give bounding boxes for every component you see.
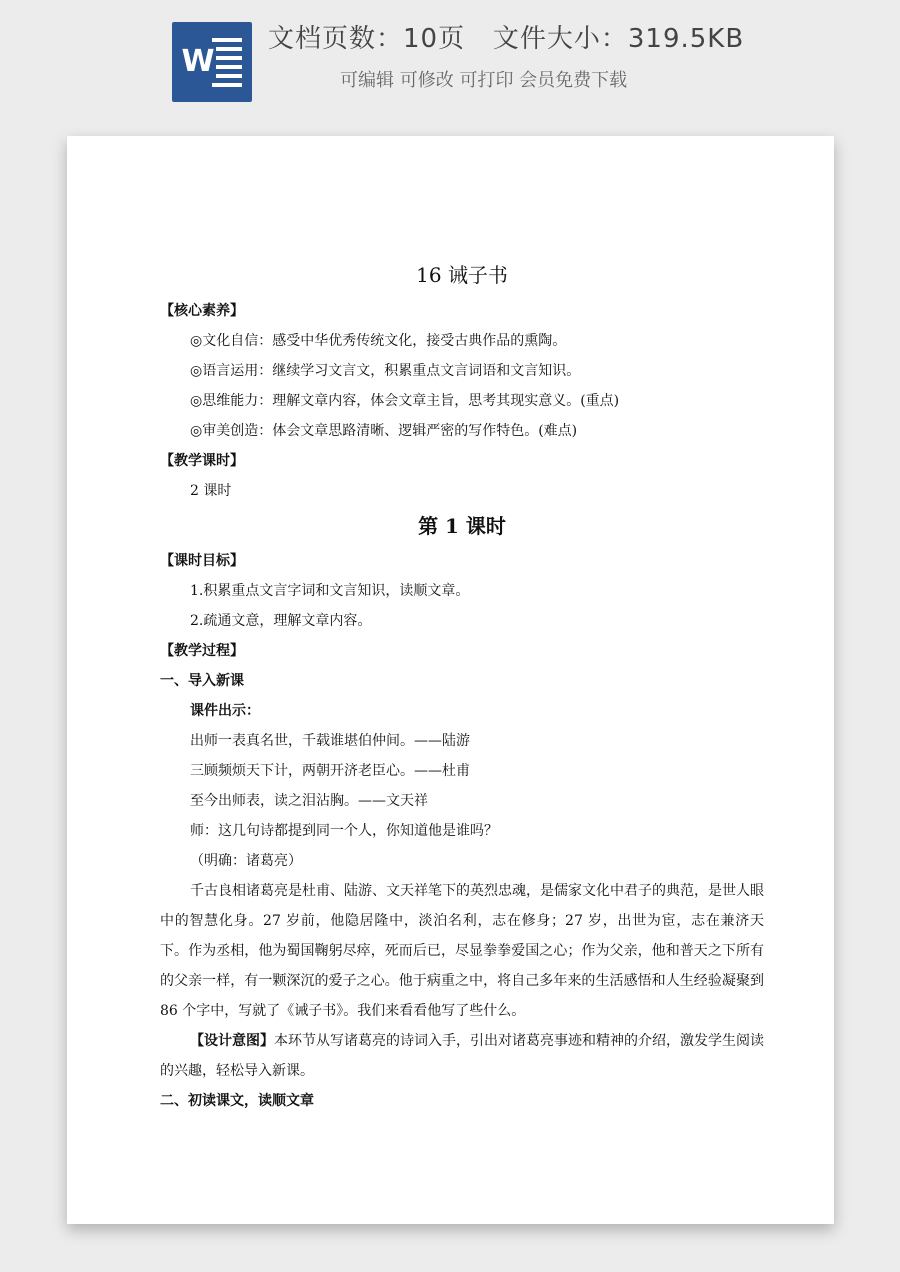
goal-item: 1.积累重点文言字词和文言知识，读顺文章。 (190, 583, 470, 599)
file-info-title: 文档页数：10页 文件大小：319.5KB (268, 24, 745, 54)
hours-heading: 【教学课时】 (160, 453, 244, 469)
process-heading: 【教学过程】 (160, 643, 244, 659)
hours-value: 2 课时 (190, 483, 232, 499)
poem-line: 三顾频烦天下计，两朝开济老臣心。——杜甫 (190, 763, 470, 779)
teacher-question: 师：这几句诗都提到同一个人，你知道他是谁吗？ (190, 823, 498, 839)
lesson-title: 第 1 课时 (418, 514, 506, 538)
design-intent-paragraph (160, 1026, 764, 1086)
core-item: ◎语言运用：继续学习文言文，积累重点文言词语和文言知识。 (190, 363, 581, 379)
text-lines-graphic (212, 38, 242, 92)
document-page (67, 136, 834, 1224)
answer-note: （明确：诸葛亮） (190, 853, 302, 869)
courseware-label: 课件出示： (190, 703, 260, 719)
intro-paragraph: 千古良相诸葛亮是杜甫、陆游、文天祥笔下的英烈忠魂，是儒家文化中君子的典范，是世人眼中的智慧化身。27 岁前，他隐居隆中，淡泊名利，志在修身；27 岁，出世为宦，志在兼济天下。作为丞相，他为蜀国鞠躬尽瘁，死而后已，尽显拳拳爱国之心；作为父亲，他和普天之下所有的父亲一样，有一颗深沉的爱子之心。他于病重之中，将自己多年来的生活感悟和人生经验凝聚到 86 个字中，写就了《诫子书》。我们来看看他写了些什么。 (160, 883, 764, 1019)
document-content (160, 254, 764, 1116)
section-heading: 二、初读课文，读顺文章 (160, 1093, 314, 1109)
document-title: 16 诫子书 (416, 263, 508, 287)
word-document-icon (172, 22, 252, 102)
goal-heading: 【课时目标】 (160, 553, 244, 569)
core-item: ◎审美创造：体会文章思路清晰、逻辑严密的写作特色。(难点) (190, 423, 578, 439)
poem-line: 出师一表真名世，千载谁堪伯仲间。——陆游 (190, 733, 470, 749)
file-features-subtitle: 可编辑 可修改 可打印 会员免费下载 (340, 70, 628, 91)
word-letter: W (181, 44, 215, 79)
section-heading: 一、导入新课 (160, 673, 244, 689)
goal-item: 2.疏通文意，理解文章内容。 (190, 613, 372, 629)
poem-line: 至今出师表，读之泪沾胸。——文天祥 (190, 793, 428, 809)
header-banner (0, 0, 900, 120)
design-intent-tag: 【设计意图】 (190, 1033, 274, 1049)
core-item: ◎文化自信：感受中华优秀传统文化，接受古典作品的熏陶。 (190, 333, 567, 349)
design-intent-text: 本环节从写诸葛亮的诗词入手，引出对诸葛亮事迹和精神的介绍，激发学生阅读的兴趣，轻松导入新课。 (160, 1033, 764, 1079)
core-item: ◎思维能力：理解文章内容，体会文章主旨，思考其现实意义。(重点) (190, 393, 620, 409)
core-heading: 【核心素养】 (160, 303, 244, 319)
